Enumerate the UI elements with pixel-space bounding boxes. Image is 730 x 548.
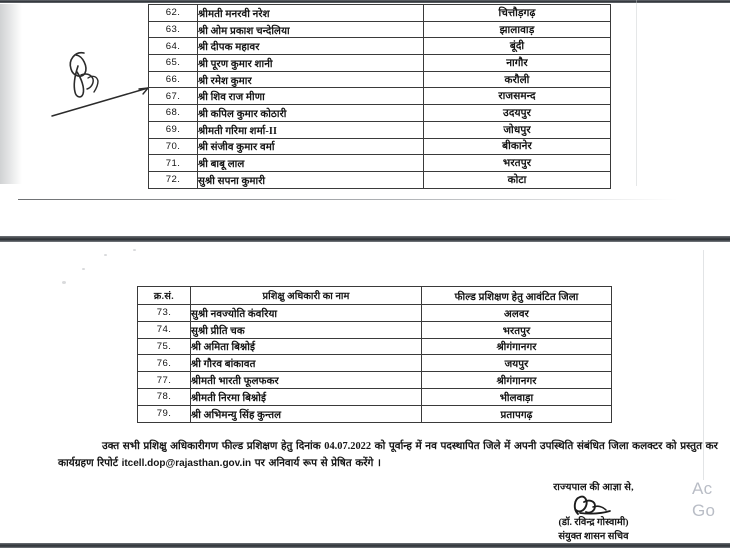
table-row [149,121,611,138]
cell-officer-name: श्री संजीव कुमार वर्मा [198,138,424,155]
cell-district: करौली [424,71,611,88]
cell-serial-number: 78. [138,388,191,405]
cell-district: अलवर [422,305,612,322]
watermark-line-1: Ac [692,479,713,498]
table-row [138,305,612,322]
cell-district: प्रतापगढ़ [422,405,612,422]
signatory-designation: संयुक्त शासन सचिव [558,531,629,542]
table-row [149,21,611,38]
cell-serial-number: 63. [149,21,198,38]
cell-district: जयपुर [422,355,612,372]
column-header-district: फील्ड प्रशिक्षण हेतु आवंटित जिला [422,287,612,305]
scan-artifact-line-faint [636,0,637,186]
table-row [149,138,611,155]
cell-officer-name: श्री कपिल कुमार कोठारी [198,105,424,122]
cell-officer-name: श्री रमेश कुमार [198,71,424,88]
cell-officer-name: श्रीमती गरिमा शर्मा-II [198,121,424,138]
cell-officer-name: श्री पूरण कुमार शानी [198,55,424,72]
cell-officer-name: श्रीमती निरमा बिश्नोई [191,388,422,405]
cell-serial-number: 65. [149,55,198,72]
cell-district: बीकानेर [424,138,611,155]
table-row [138,355,612,372]
cell-officer-name: श्री शिव राज मीणा [198,88,424,105]
cell-district: झालावाड़ [424,21,611,38]
signature-scribble-icon [562,493,626,519]
cell-district: श्रीगंगानगर [422,372,612,389]
cell-serial-number: 70. [149,138,198,155]
cell-serial-number: 79. [138,405,191,422]
table-row [138,405,612,422]
table-row [138,372,612,389]
cell-officer-name: श्री दीपक महावर [198,38,424,55]
by-order-of-governor-line: राज्यपाल की आज्ञा से, [553,482,634,493]
page-separator-bottom [0,543,730,548]
table-row [149,88,611,105]
scan-artifact-line [18,199,678,200]
scan-speckle [62,281,66,284]
cell-officer-name: श्रीमती भारती फूलफकर [191,372,422,389]
watermark-line-2: Go [692,501,716,520]
cell-serial-number: 72. [149,171,198,188]
cell-serial-number: 74. [138,321,191,338]
email-address: itcell.dop@rajasthan.gov.in [121,457,252,469]
handwritten-signature [506,494,681,515]
cell-serial-number: 71. [149,155,198,172]
table-body [138,305,612,423]
signature-block [506,481,681,543]
cell-serial-number: 75. [138,338,191,355]
cell-officer-name: श्री अभिमन्यु सिंह कुन्तल [191,405,422,422]
scan-speckle [104,254,107,256]
cell-officer-name: श्री बाबू लाल [198,155,424,172]
cell-serial-number: 68. [149,105,198,122]
officer-posting-table-part-2 [137,286,612,423]
cell-serial-number: 67. [149,88,198,105]
cell-district: चित्तौड़गढ़ [424,5,611,22]
table-row [149,55,611,72]
table-row [149,105,611,122]
cell-district: नागौर [424,55,611,72]
table-row [138,338,612,355]
table-row [149,155,611,172]
cell-district: जोधपुर [424,121,611,138]
cell-serial-number: 62. [149,5,198,22]
cell-serial-number: 66. [149,71,198,88]
cell-serial-number: 77. [138,372,191,389]
cell-serial-number: 76. [138,355,191,372]
cell-officer-name: सुश्री सपना कुमारी [198,171,424,188]
cell-district: कोटा [424,171,611,188]
cell-serial-number: 64. [149,38,198,55]
scan-speckle [133,249,136,251]
table-row [149,38,611,55]
column-header-officer-name: प्रशिक्षु अधिकारी का नाम [191,287,422,305]
cell-serial-number: 73. [138,305,191,322]
note-text-after-email: पर अनिवार्य रूप से प्रेषित करेंगे । [251,457,381,469]
column-header-serial-number: क्र.सं. [138,287,191,305]
cell-district: भीलवाड़ा [422,388,612,405]
table-row [149,71,611,88]
cell-officer-name: श्री ओम प्रकाश चन्देलिया [198,21,424,38]
cell-officer-name: सुश्री नवज्योति कंवरिया [191,305,422,322]
cell-district: राजसमन्द [424,88,611,105]
table-row [149,5,611,22]
table-body [149,5,611,189]
cell-district: श्रीगंगानगर [422,338,612,355]
activation-watermark [692,478,730,522]
table-header-row [138,287,612,305]
scan-speckle [82,268,85,270]
cell-officer-name: श्री अमिता बिश्नोई [191,338,422,355]
cell-district: भरतपुर [422,321,612,338]
cell-officer-name: सुश्री प्रीति चक [191,321,422,338]
cell-district: उदयपुर [424,105,611,122]
officer-posting-table-part-1 [148,4,611,189]
cell-officer-name: श्रीमती मनरवी नरेश [198,5,424,22]
cell-officer-name: श्री गौरव बांकावत [191,355,422,372]
table-header [138,287,612,305]
note-text-before-email: उक्त सभी प्रशिक्षु अधिकारीगण फील्ड प्रशिक्षण हेतु दिनांक 04.07.2022 को पूर्वान्ह में नव पदस्थापित जिले में अपनी उपस्थिति संबंधित जिला कलक्टर को प्रस्तुत कर कार्यग्रहण रिपोर्ट [58,441,718,469]
table-row [149,171,611,188]
cell-district: बूंदी [424,38,611,55]
cell-serial-number: 69. [149,121,198,138]
table-row [138,388,612,405]
instruction-paragraph [58,439,718,472]
cell-district: भरतपुर [424,155,611,172]
table-row [138,321,612,338]
signatory-name: (डॉ. रविन्द्र गोस्वामी) [558,517,629,528]
